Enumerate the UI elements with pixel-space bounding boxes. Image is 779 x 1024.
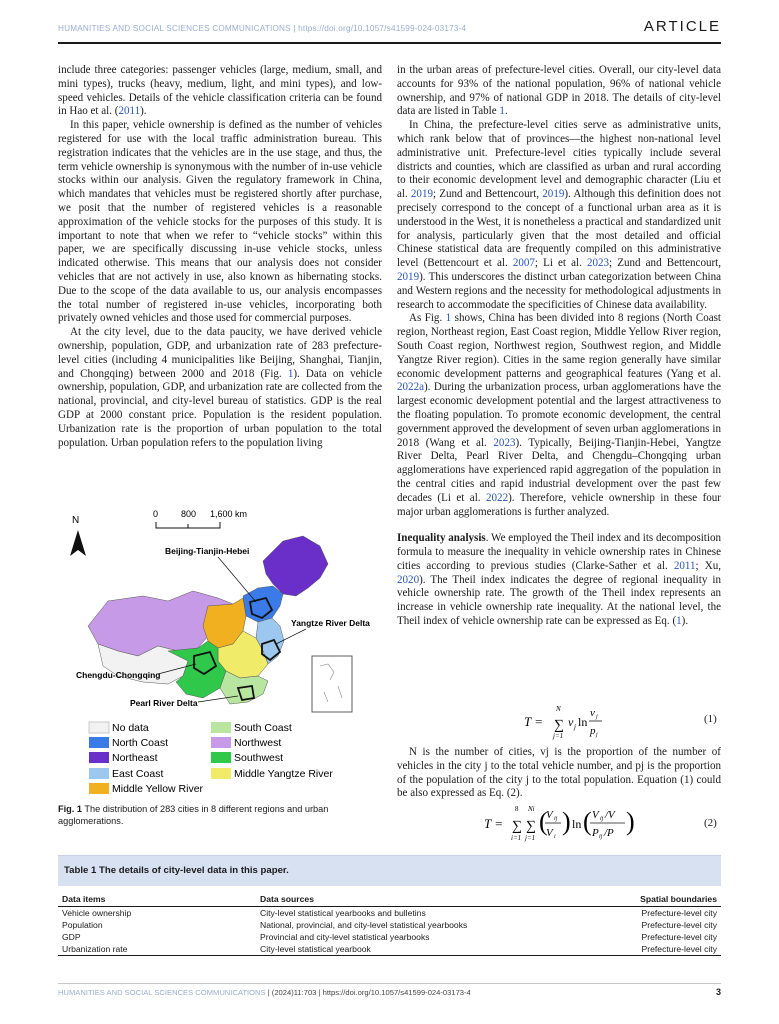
svg-text:∑: ∑: [526, 819, 536, 834]
ref-link[interactable]: 2007: [512, 257, 535, 270]
table-cell: Prefecture-level city: [641, 920, 717, 930]
legend-swatch-south-coast: [211, 722, 231, 733]
legend-swatch-east-coast: [89, 768, 109, 779]
table-1: [58, 855, 721, 972]
text: ). Although this definition does not precisely correspond to the concept of a functional urban area as it is understood in the West, it is nonetheless a practical and standardized unit for analysis, particularly given that the most detailed and official Chinese statistical data are frequently compiled on this administrative level (Bettencourt et al.: [397, 188, 722, 270]
ref-link[interactable]: 2022: [486, 491, 509, 504]
text: ; Zund and Bettencourt,: [609, 257, 722, 270]
table-row: [58, 919, 721, 931]
table-cell: Prefecture-level city: [641, 944, 717, 954]
ref-link[interactable]: 2022a: [397, 381, 424, 394]
table-cell: City-level statistical yearbooks and bulletins: [260, 908, 426, 918]
table-ref-link[interactable]: 1: [499, 105, 505, 118]
svg-text:V: V: [592, 809, 599, 821]
legend-swatch-southwest: [211, 752, 231, 763]
page-header: [58, 20, 721, 44]
text: As Fig.: [409, 312, 446, 325]
svg-text:8: 8: [515, 805, 519, 813]
south-china-sea-inset: [312, 656, 352, 712]
svg-text:ln: ln: [578, 715, 588, 729]
text: ; Xu,: [695, 559, 721, 572]
left-column: [58, 64, 382, 450]
table-cell: National, provincial, and city-level statistical yearbooks: [260, 920, 468, 930]
equation-2-number: (2): [704, 817, 717, 829]
text: ; Zund and Bettencourt,: [433, 188, 543, 201]
caption-label: Fig. 1: [58, 804, 82, 814]
table-cell: Prefecture-level city: [641, 932, 717, 942]
table-cell: Vehicle ownership: [62, 908, 132, 918]
svg-text:∑: ∑: [512, 819, 522, 834]
legend-label-middle-yangtze-river: Middle Yangtze River: [234, 768, 333, 780]
svg-text:i: i: [554, 834, 556, 840]
text: in the urban areas of prefecture-level cities. Overall, our city-level data accounts for 93% of the national population, 96% of national vehicle ownership, and 97% of national GDP in 2018. The details of city-level data are listed in Table: [397, 64, 721, 118]
text: ).: [140, 105, 147, 118]
scale-label-0: 0: [153, 509, 159, 519]
legend-label-north-coast: North Coast: [112, 737, 169, 749]
svg-text:/P: /P: [604, 827, 614, 839]
ref-link[interactable]: 2019: [410, 188, 433, 201]
footer-citation: [58, 988, 471, 997]
right-paragraph-2: [397, 119, 721, 312]
svg-text:N: N: [556, 705, 561, 713]
fig-ref-link[interactable]: 1: [287, 367, 294, 380]
ref-link[interactable]: 2023: [493, 436, 516, 449]
table-1-grid: [58, 892, 721, 956]
footer-journal: HUMANITIES AND SOCIAL SCIENCES COMMUNICATIONS: [58, 988, 266, 997]
label-yrd: Yangtze River Delta: [291, 618, 370, 628]
svg-text:i=1: i=1: [511, 834, 522, 842]
text: At the city level, due to the data paucity, we have derived vehicle ownership, population, GDP, and urbanization rate of 283 prefecture-level cities (including 4 municipalities like Beijing, Shanghai, Tianjin, and Chongqing) between 2000 and 2018 (Fig.: [58, 326, 382, 380]
svg-text:j: j: [596, 714, 598, 720]
caption-text: The distribution of 283 cities in 8 different regions and urban agglomerations.: [58, 804, 329, 826]
text: ). This underscores the distinct urban categorization between China and Western regions and the necessity for methodological adjustments in research to accommodate the specificities of Chinese data availability.: [397, 270, 721, 311]
legend-swatch-no-data: [89, 722, 109, 733]
text: N is the number of cities, vj is the proportion of the number of vehicles in the city j to the total vehicle number, and pj is the proportion of the population of the city j to the total population. Equation (1) could be also expressed as Eq. (2).: [397, 746, 721, 800]
svg-text:v: v: [568, 715, 574, 729]
svg-text:v: v: [590, 707, 595, 719]
text: In China, the prefecture-level cities serve as administrative units, which rank below that of provinces—the highest non-national level administrative unit. Prefecture-level cities typically include several districts and counties, which are classified as urban and rural according to their economic development level and demographic character (Liu et al.: [397, 119, 721, 201]
svg-text:Ni: Ni: [528, 805, 535, 813]
page-footer: [58, 983, 721, 1000]
svg-text:P: P: [592, 827, 599, 839]
svg-text:j=1: j=1: [553, 732, 564, 740]
figure-1-map: [58, 506, 382, 806]
table-cell: City-level statistical yearbook: [260, 944, 371, 954]
svg-text:j: j: [574, 723, 576, 731]
text: ). Therefore, vehicle ownership in these four major urban agglomerations is further analyzed.: [397, 491, 721, 518]
leader-bth: [218, 557, 256, 602]
svg-text:T =: T =: [524, 714, 544, 729]
svg-text:V: V: [546, 827, 553, 839]
legend-label-east-coast: East Coast: [112, 768, 164, 780]
scale-bar: [156, 522, 220, 528]
ref-link[interactable]: 2020: [397, 573, 420, 586]
table-row: [58, 907, 721, 920]
text: include three categories: passenger vehicles (large, medium, small, and mini types), trucks (heavy, medium, light, and mini types), and low-speed vehicles. Details of the vehicle classification criteria can be found in Hao et al. (: [58, 64, 382, 118]
legend-label-no-data: No data: [112, 722, 149, 734]
map-legend: [89, 722, 333, 795]
text: ). Data on vehicle ownership, population, GDP, and urbanization rate are collected from the national, provincial, and city-level bureau of statistics. GDP is the real GDP at 2000 constant price. Population is the resident population. Urbanization rate is the proportion of urban population to the total population. Urban population refers to the population living: [58, 367, 382, 449]
section-title: Inequality analysis: [397, 532, 486, 545]
table-title: Table 1 The details of city-level data in this paper.: [58, 856, 721, 886]
svg-text:(: (: [539, 807, 548, 836]
right-paragraph-3: [397, 312, 721, 519]
svg-text:ij: ij: [599, 834, 603, 840]
table-header-cell: Data sources: [256, 892, 590, 907]
svg-text:): ): [562, 807, 571, 836]
text: ).: [681, 615, 689, 628]
text: ). The Theil index indicates the degree of regional inequality in vehicle ownership rate. The growth of the Theil index represents an increase in vehicle ownership rate inequality. At the national level, the Theil index of vehicle ownership rate can be expressed as Eq. (: [397, 573, 721, 628]
scale-label-1600: 1,600 km: [210, 509, 248, 519]
text: .: [504, 105, 508, 118]
text: . We employed the Theil index and its decomposition formula to measure the inequality in vehicle ownership rates in Chinese cities according to previous studies (Clarke-Sather et al.: [397, 532, 721, 572]
text: shows, China has been divided into 8 regions (North Coast region, Northeast region, East Coast region, Middle Yellow River region, South Coast region, Northwest region, Southwest region, and Middle Yangtze River region). Cities in the same region generally have similar economic development patterns and geographical features (Yang et al.: [397, 312, 721, 380]
svg-text:V: V: [546, 809, 553, 821]
legend-label-northwest: Northwest: [234, 737, 282, 749]
svg-text:ln: ln: [572, 817, 582, 831]
text: ). During the urbanization process, urban agglomerations have the largest economic development potential and the largest attractiveness to the floating population. To promote economic development, the central government approved the development of seven urban agglomerations in 2018 (Wang et al.: [397, 381, 721, 449]
table-row: [58, 931, 721, 943]
header-article-label: ARTICLE: [643, 18, 721, 35]
legend-label-south-coast: South Coast: [234, 722, 292, 734]
legend-swatch-northeast: [89, 752, 109, 763]
svg-text:ij: ij: [600, 816, 604, 822]
header-journal: HUMANITIES AND SOCIAL SCIENCES COMMUNICATIONS | https://doi.org/10.1057/s41599-024-03173-4: [58, 24, 467, 33]
legend-swatch-middle-yellow-river: [89, 783, 109, 794]
legend-label-middle-yellow-river: Middle Yellow River: [112, 783, 204, 795]
svg-text:(: (: [583, 807, 592, 836]
left-paragraph-1: [58, 64, 382, 119]
equation-1: [520, 702, 640, 744]
svg-text:T =: T =: [484, 816, 504, 831]
table-cell: Prefecture-level city: [641, 908, 717, 918]
legend-label-southwest: Southwest: [234, 752, 284, 764]
right-paragraph-4: [397, 532, 721, 629]
ref-link[interactable]: 2019: [542, 188, 565, 201]
legend-swatch-north-coast: [89, 737, 109, 748]
table-cell: Urbanization rate: [62, 944, 128, 954]
table-header-row: [58, 892, 721, 907]
ref-link[interactable]: 2011: [673, 559, 696, 572]
equation-2: [482, 800, 652, 846]
page-number: 3: [715, 987, 721, 997]
ref-link[interactable]: 2011: [118, 105, 141, 118]
svg-text:/V: /V: [605, 809, 615, 821]
label-bth: Beijing-Tianjin-Hebei: [165, 546, 250, 556]
left-paragraph-3: [58, 326, 382, 450]
ref-link[interactable]: 2019: [397, 270, 420, 283]
table-cell: Population: [62, 920, 103, 930]
north-label: N: [72, 515, 80, 526]
scale-label-800: 800: [181, 509, 197, 519]
label-cc: Chengdu-Chongqing: [76, 670, 161, 680]
table-row: [58, 943, 721, 956]
legend-label-northeast: Northeast: [112, 752, 158, 764]
table-cell: Provincial and city-level statistical yearbooks: [260, 932, 430, 942]
eq-ref-link[interactable]: 1: [676, 615, 682, 628]
north-arrow-icon: [70, 530, 86, 556]
legend-swatch-northwest: [211, 737, 231, 748]
figure-1-caption: [58, 803, 382, 827]
svg-text:ij: ij: [554, 816, 558, 822]
text: ). Typically, Beijing-Tianjin-Hebei, Yangtze River Delta, Pearl River Delta, and Chengdu–Chongqing urban agglomerations have experienced rapid aggregation of the population in the central cities and rapid industrial development over the past few decades (Li et al.: [397, 436, 721, 504]
right-paragraph-5: [397, 746, 721, 801]
left-paragraph-2: In this paper, vehicle ownership is defined as the number of vehicles registered for use with the local traffic administration bureau. This registration indicates that the vehicles are in the use stage, and thus, the term vehicle ownership is synonymous with the number of in-use vehicle stocks within our analysis. Given the regulatory framework in China, which mandates that vehicles must be registered shortly after purchase, we posit that the number of registered vehicles is a reasonable approximation of the vehicle stocks for the purposes of this study. It is important to note that when we refer to “vehicle stocks” within this paper, we are specifically discussing in-use vehicle stocks, unless indicated otherwise. This means that our analysis does not consider vehicles that are not actively in use, also known as hibernating stocks. Due to the scope of the data available to us, our analysis encompasses the total number of registered in-use vehicles, incorporating both privately owned vehicles and those used for commercial purposes.: [58, 119, 382, 325]
table-header-cell: Spatial boundaries: [590, 892, 722, 907]
right-column: [397, 64, 721, 629]
label-prd: Pearl River Delta: [130, 698, 198, 708]
text: ; Li et al.: [534, 257, 587, 270]
svg-text:): ): [626, 807, 635, 836]
svg-text:∑: ∑: [554, 718, 564, 733]
right-paragraph-1: [397, 64, 721, 119]
svg-text:j: j: [596, 732, 598, 738]
legend-swatch-middle-yangtze-river: [211, 768, 231, 779]
table-cell: GDP: [62, 932, 81, 942]
fig-ref-link[interactable]: 1: [445, 312, 452, 325]
svg-text:p: p: [590, 725, 596, 737]
footer-doi[interactable]: | (2024)11:703 | https://doi.org/10.1057/s41599-024-03173-4: [265, 988, 471, 997]
svg-text:j=1: j=1: [525, 834, 536, 842]
equation-1-number: (1): [704, 713, 717, 725]
table-header-cell: Data items: [58, 892, 256, 907]
ref-link[interactable]: 2023: [586, 257, 610, 270]
